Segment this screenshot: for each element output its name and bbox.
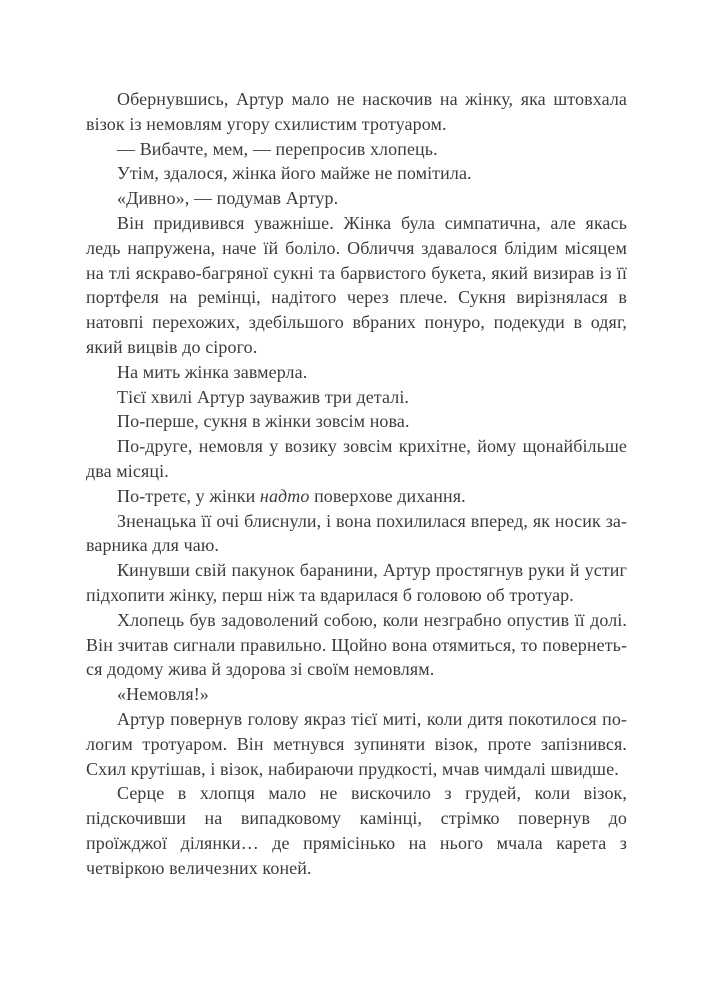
paragraph (86, 682, 627, 707)
paragraph (86, 707, 627, 781)
paragraph (86, 558, 627, 608)
text-run: Обернувшись, Артур мало не наскочив на жінку, яка штовхала візок із немовлям угору схилистим тротуаром. (86, 89, 627, 134)
paragraph (86, 608, 627, 682)
text-run: По-третє, у жінки (117, 485, 260, 506)
paragraph (86, 186, 627, 211)
paragraph (86, 484, 627, 509)
paragraph (86, 434, 627, 484)
text-run: «Немовля!» (117, 684, 209, 705)
text-run: — Вибачте, мем, — перепросив хлопець. (117, 138, 438, 159)
paragraph (86, 137, 627, 162)
text-run: поверхове дихання. (309, 485, 466, 506)
text-run: Зненацька її очі блиснули, і вона похилилася вперед, як носик заварника для чаю. (86, 510, 627, 556)
paragraph (86, 509, 627, 559)
paragraph (86, 409, 627, 434)
paragraph (86, 385, 627, 410)
text-run: Тієї хвилі Артур зауважив три деталі. (117, 386, 410, 407)
text-run: «Дивно», — подумав Артур. (117, 188, 339, 209)
paragraph (86, 161, 627, 186)
paragraph (86, 211, 627, 360)
paragraph (86, 360, 627, 385)
paragraph (86, 87, 627, 137)
text-run: На мить жінка завмерла. (117, 361, 308, 382)
paragraph (86, 781, 627, 880)
text-run: Артур повернув голову якраз тієї миті, коли дитя покотилося пологим тротуаром. Він метнувся зупиняти візок, проте запізнився. Схил крутішав, і візок, набираючи прудкості, мчав чимдалі швидше. (86, 708, 627, 779)
text-run: Кинувши свій пакунок баранини, Артур простягнув руки й устиг підхопити жінку, перш ніж та вдарилася б головою об тротуар. (86, 560, 627, 605)
italic-text: надто (259, 485, 310, 506)
text-run: Утім, здалося, жінка його майже не помітила. (117, 163, 472, 184)
body-text (86, 87, 627, 881)
text-run: Він придивився уважніше. Жінка була симпатична, але якась ледь напружена, наче їй боліло. Обличчя здавалося блідим місяцем на тлі яскраво-багряної сукні та барвистого букета, який визирав із її портфеля на ремінці, надітого через плече. Сукня вирізнялася в натовпі перехожих, здебільшого вбраних понуро, подекуди в одяг, який вицвів до сірого. (86, 212, 627, 357)
text-run: По-друге, немовля у возику зовсім крихітне, йому щонайбільше два місяці. (86, 436, 627, 481)
text-run: Серце в хлопця мало не вискочило з грудей, коли візок, підскочивши на випадковому камінці, стрімко повернув до проїжджої ділянки… де прямісінько на нього мчала карета з четвіркою величезних коней. (86, 783, 627, 878)
text-run: Хлопець був задоволений собою, коли незграбно опустив її долі. Він зчитав сигнали правильно. Щойно вона отямиться, то повернеться додому жива й здорова зі своїм немовлям. (86, 609, 627, 680)
text-run: По-перше, сукня в жінки зовсім нова. (117, 411, 410, 432)
